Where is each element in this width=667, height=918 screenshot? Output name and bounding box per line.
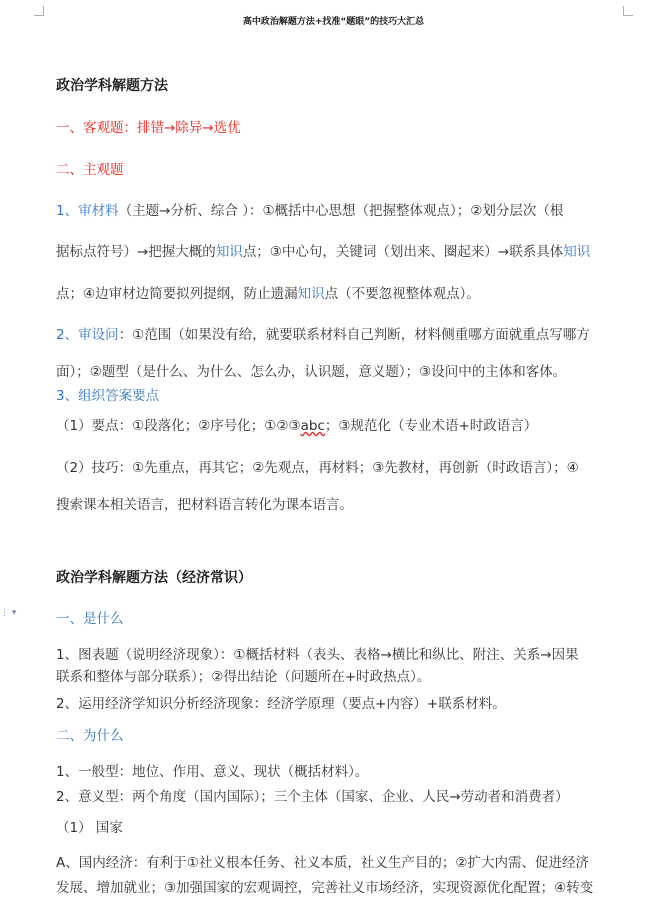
keyword-link[interactable]: 知识 — [563, 244, 591, 260]
why-heading: 二、为什么 — [56, 728, 124, 744]
item2-line2: 面）；②题型（是什么、为什么、怎么办，认识题，意义题）；③设问中的主体和客体。 — [56, 364, 567, 380]
why-line5: 发展、增加就业；③加强国家的宏观调控，完善社义市场经济，实现资源优化配置；④转变 — [56, 880, 594, 896]
keyword-link[interactable]: 知识 — [297, 286, 325, 302]
item3-point2-line2: 搜索课本相关语言，把材料语言转化为课本语言。 — [56, 497, 353, 513]
item2-label: 2、审设问 — [56, 327, 119, 343]
item3-label: 3、组织答案要点 — [56, 388, 160, 404]
document-title: 高中政治解题方法+找准“题眼”的技巧大汇总 — [242, 17, 425, 27]
why-line1: 1、一般型：地位、作用、意义、现状（概括材料）。 — [56, 764, 369, 780]
spelling-marked-text: abc — [300, 418, 325, 434]
expand-caret-icon[interactable]: ⋮ ▾ — [0, 608, 17, 618]
keyword-link[interactable]: 知识 — [215, 244, 243, 260]
subjective-heading: 二、主观题 — [56, 162, 124, 178]
item1-label: 1、审材料 — [56, 203, 119, 219]
item3-point2-line1: （2）技巧：①先重点，再其它；②先观点，再材料；③先教材，再创新（时政语言）；④ — [56, 460, 579, 476]
why-line3: （1） 国家 — [56, 820, 123, 836]
item1-line1: 1、审材料（主题→分析、综合 ）：①概括中心思想（把握整体观点）；②划分层次（根 — [56, 203, 564, 219]
section-heading: 政治学科解题方法 — [56, 78, 168, 94]
what-line1: 1、图表题（说明经济现象）：①概括材料（表头、表格→横比和纵比、附注、关系→因果 — [56, 647, 579, 663]
item3-point1: （1）要点：①段落化；②序号化；①②③abc；③规范化（专业术语+时政语言） — [56, 418, 538, 434]
item1-line3: 点；④边审材边简要拟列提纲，防止遗漏知识点（不要忽视整体观点）。 — [56, 286, 480, 302]
what-heading: 一、是什么 — [56, 611, 124, 627]
item1-line2: 据标点符号）→把握大概的知识点；③中心句，关键词（划出来、圈起来）→联系具体知识 — [56, 244, 591, 260]
what-line2: 联系和整体与部分联系）；②得出结论（问题所在+时政热点）。 — [56, 669, 431, 685]
why-line4: A、国内经济：有利于①社义根本任务、社义本质，社义生产目的；②扩大内需、促进经济 — [56, 855, 589, 871]
item2-line1: 2、审设问：①范围（如果没有给，就要联系材料自己判断，材料侧重哪方面就重点写哪方 — [56, 327, 590, 343]
section2-heading: 政治学科解题方法（经济常识） — [56, 570, 252, 586]
what-line3: 2、运用经济学知识分析经济现象：经济学原理（要点+内容）+联系材料。 — [56, 696, 506, 712]
objective-heading: 一、客观题：排错→除异→选优 — [56, 120, 241, 136]
why-line2: 2、意义型：两个角度（国内国际）；三个主体（国家、企业、人民→劳动者和消费者） — [56, 789, 569, 805]
